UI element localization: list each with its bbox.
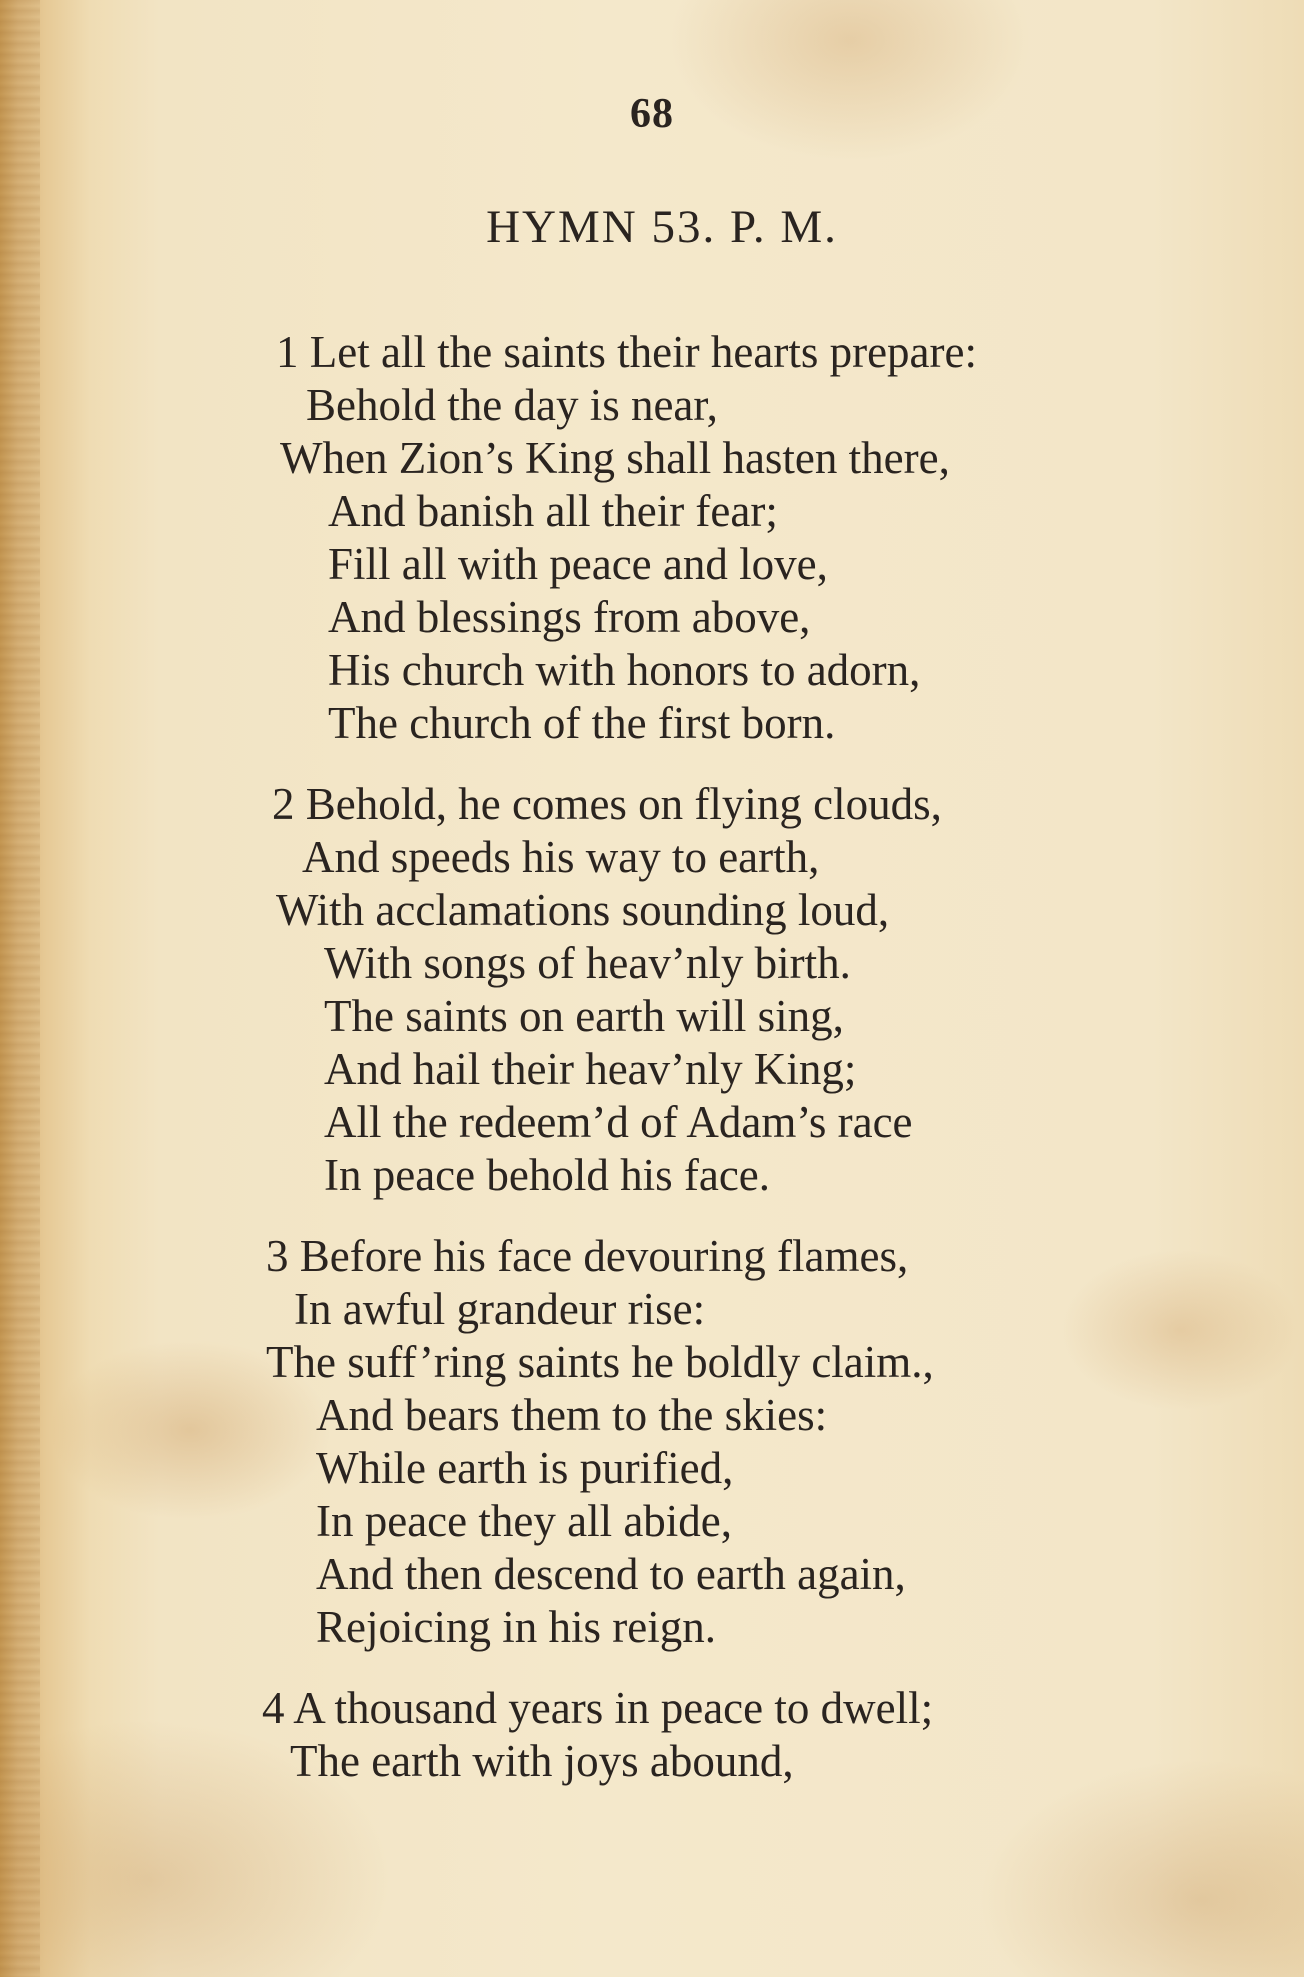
verse-2-line-2: And speeds his way to earth, bbox=[302, 832, 820, 882]
hymn-title: HYMN 53. P. M. bbox=[486, 201, 838, 253]
verse-4-line-1 bbox=[262, 1681, 933, 1735]
page-spine-edge bbox=[0, 0, 40, 1977]
verse-number: 3 bbox=[266, 1231, 289, 1281]
verse-2-line-1 bbox=[272, 777, 942, 831]
verse-2-line-8: In peace behold his face. bbox=[324, 1150, 771, 1200]
verse-line-text: Let all the saints their hearts prepare: bbox=[309, 327, 977, 377]
verse-3-line-6: In peace they all abide, bbox=[316, 1496, 733, 1546]
verse-3-line-8: Rejoicing in his reign. bbox=[316, 1602, 716, 1652]
verse-1-line-2: Behold the day is near, bbox=[306, 380, 718, 430]
verse-2-line-6: And hail their heav’nly King; bbox=[324, 1044, 857, 1094]
verse-3-line-2: In awful grandeur rise: bbox=[294, 1284, 706, 1334]
verse-number: 4 bbox=[262, 1683, 285, 1733]
page-number: 68 bbox=[630, 91, 674, 137]
verse-3-line-3: The suff’ring saints he boldly claim., bbox=[266, 1337, 934, 1387]
verse-3-line-5: While earth is purified, bbox=[316, 1443, 734, 1493]
verse-3-line-7: And then descend to earth again, bbox=[316, 1549, 906, 1599]
verse-line-text: Behold, he comes on flying clouds, bbox=[305, 779, 942, 829]
verse-line-text: Before his face devouring flames, bbox=[299, 1231, 909, 1281]
verse-2-line-7: All the redeem’d of Adam’s race bbox=[324, 1097, 913, 1147]
verse-1-line-5: Fill all with peace and love, bbox=[328, 539, 828, 589]
verse-1-line-7: His church with honors to adorn, bbox=[328, 645, 921, 695]
verse-4-line-2: The earth with joys abound, bbox=[290, 1736, 794, 1786]
verse-number: 1 bbox=[276, 327, 299, 377]
verse-line-text: A thousand years in peace to dwell; bbox=[293, 1683, 934, 1733]
verse-1-line-3: When Zion’s King shall hasten there, bbox=[280, 433, 950, 483]
verse-1-line-4: And banish all their fear; bbox=[328, 486, 778, 536]
verse-3-line-1 bbox=[266, 1229, 908, 1283]
verse-1-line-1 bbox=[276, 325, 977, 379]
verse-2-line-3: With acclamations sounding loud, bbox=[276, 885, 890, 935]
verse-2-line-4: With songs of heav’nly birth. bbox=[324, 938, 851, 988]
verse-2-line-5: The saints on earth will sing, bbox=[324, 991, 844, 1041]
verse-3-line-4: And bears them to the skies: bbox=[316, 1390, 828, 1440]
verse-1-line-6: And blessings from above, bbox=[328, 592, 811, 642]
verse-number: 2 bbox=[272, 779, 295, 829]
verse-1-line-8: The church of the first born. bbox=[328, 698, 836, 748]
